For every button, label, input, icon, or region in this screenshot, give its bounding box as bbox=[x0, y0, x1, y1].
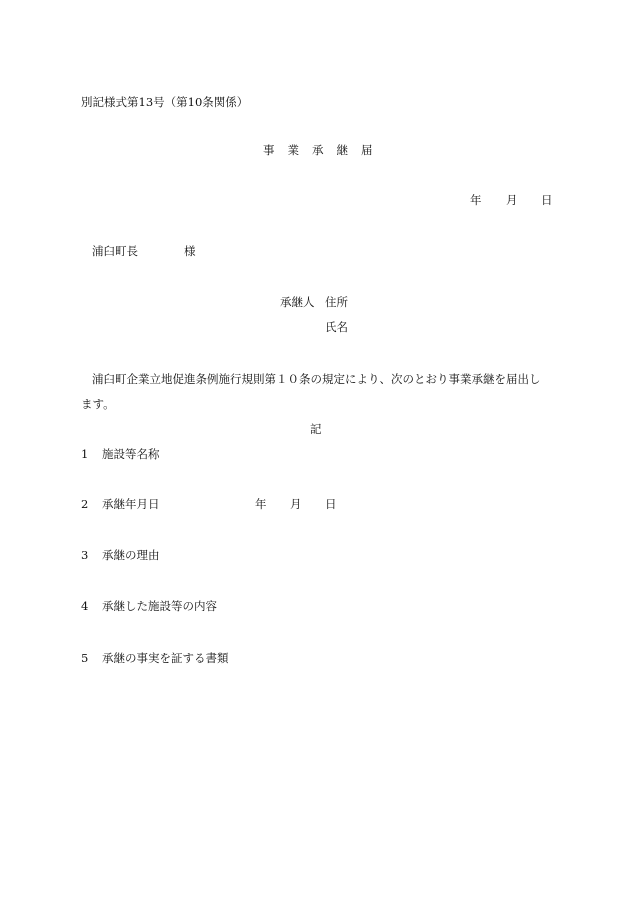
name-label: 氏名 bbox=[325, 320, 348, 334]
successor-label: 承継人 bbox=[280, 295, 315, 309]
body-text-line-2: ます。 bbox=[81, 397, 115, 411]
address-label: 住所 bbox=[325, 295, 348, 309]
item-label-facility-name: 施設等名称 bbox=[102, 447, 160, 461]
item-label-facility-contents: 承継した施設等の内容 bbox=[102, 599, 217, 613]
succession-year-label: 年 bbox=[255, 497, 267, 511]
item-label-supporting-documents: 承継の事実を証する書類 bbox=[102, 651, 229, 665]
document-title: 事業承継届 bbox=[263, 143, 386, 157]
date-month-label: 月 bbox=[506, 193, 518, 207]
item-label-succession-reason: 承継の理由 bbox=[102, 548, 160, 562]
item-number: 3 bbox=[81, 548, 89, 562]
date-year-label: 年 bbox=[470, 193, 482, 207]
addressee-honorific: 様 bbox=[184, 244, 196, 258]
item-number: 5 bbox=[81, 651, 89, 665]
item-number: 2 bbox=[81, 497, 89, 511]
form-number-label: 別記様式第13号（第10条関係） bbox=[81, 95, 249, 109]
addressee-name: 浦臼町長 bbox=[92, 244, 138, 258]
item-number: 4 bbox=[81, 599, 89, 613]
succession-month-label: 月 bbox=[290, 497, 302, 511]
body-text-line-1: 浦臼町企業立地促進条例施行規則第１０条の規定により、次のとおり事業承継を届出し bbox=[92, 372, 541, 386]
ki-heading: 記 bbox=[310, 422, 322, 436]
item-number: 1 bbox=[81, 447, 89, 461]
succession-day-label: 日 bbox=[325, 497, 337, 511]
date-day-label: 日 bbox=[541, 193, 553, 207]
item-label-succession-date: 承継年月日 bbox=[102, 497, 160, 511]
